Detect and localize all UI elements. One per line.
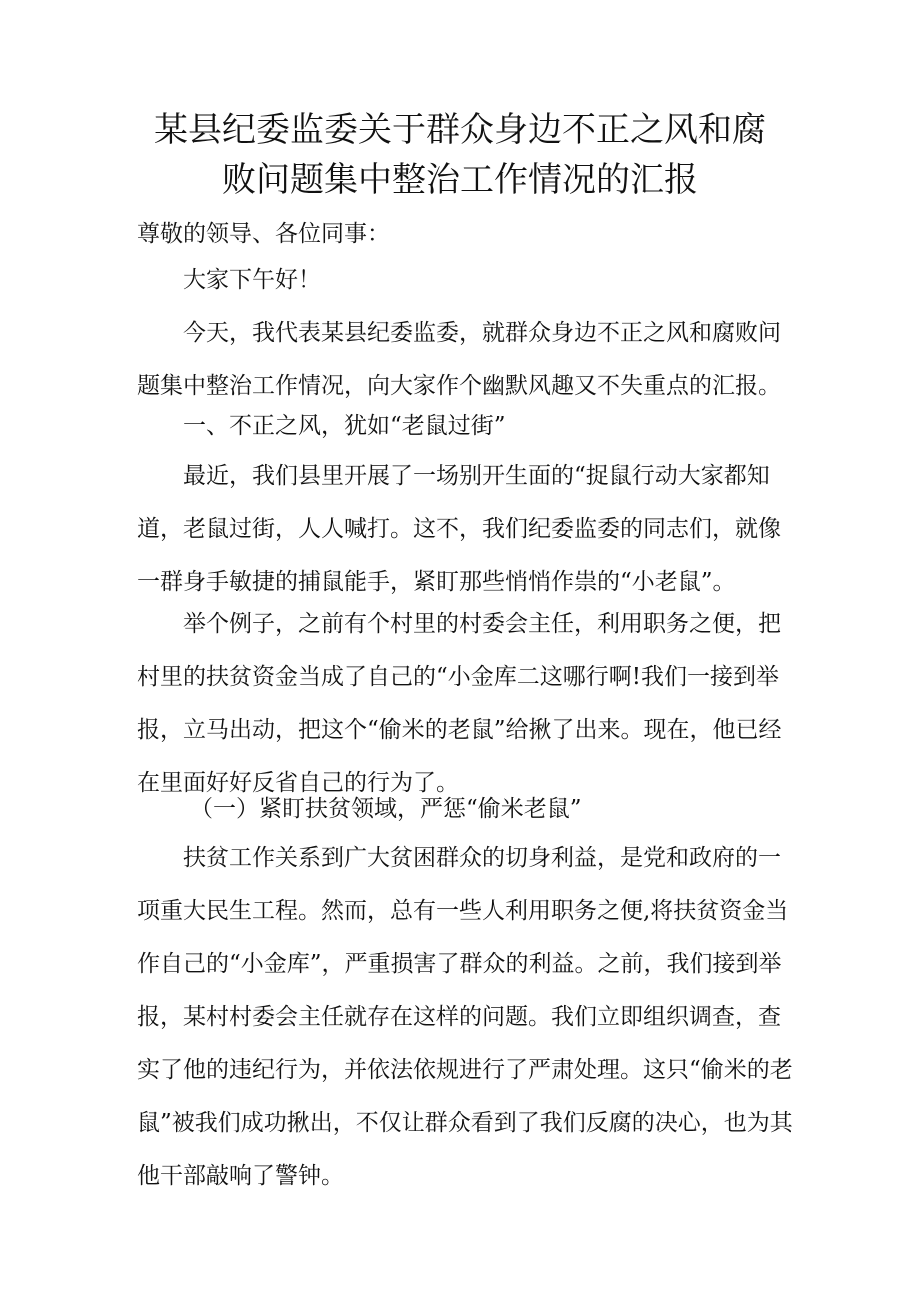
- section-1-heading: 一、不正之风，犹如“老鼠过街”: [183, 413, 506, 439]
- subsection-1-paragraph: 扶贫工作关系到广大贫困群众的切身利益，是党和政府的一项重大民生工程。然而，总有一些人利用职务之便,将扶贫资金当作自己的“小金库”，严重损害了群众的利益。之前，我们接到举报，某村村委会主任就存在这样的问题。我们立即组织调查，查实了他的违纪行为，并依法依规进行了严肃处理。这只“偷米的老鼠”被我们成功揪出，不仅让群众看到了我们反腐的决心，也为其他干部敲响了警钟。: [137, 845, 793, 1189]
- greeting-line: 尊敬的领导、各位同事：: [137, 221, 390, 247]
- subsection-1-heading: （一）紧盯扶贫领域，严惩“偷米老鼠”: [190, 796, 582, 822]
- document-title-line-2: 败问题集中整治工作情况的汇报: [222, 160, 698, 200]
- section-1-paragraph-1: 最近，我们县里开展了一场别开生面的“捉鼠行动大家都知道，老鼠过街，人人喊打。这不，我们纪委监委的同志们，就像一群身手敏捷的捕鼠能手，紧盯那些悄悄作祟的“小老鼠”。: [137, 463, 781, 595]
- section-1-paragraph-2: 举个例子，之前有个村里的村委会主任，利用职务之便，把村里的扶贫资金当成了自己的“小金库二这哪行啊!我们一接到举报，立马出动，把这个“偷米的老鼠”给揪了出来。现在，他已经在里面好好反省自己的行为了。: [137, 611, 782, 796]
- hello-paragraph: 大家下午好！: [183, 267, 321, 293]
- intro-paragraph: 今天，我代表某县纪委监委，就群众身边不正之风和腐败问题集中整治工作情况，向大家作个幽默风趣又不失重点的汇报。: [137, 320, 781, 399]
- document-title-line-1: 某县纪委监委关于群众身边不正之风和腐: [154, 110, 766, 150]
